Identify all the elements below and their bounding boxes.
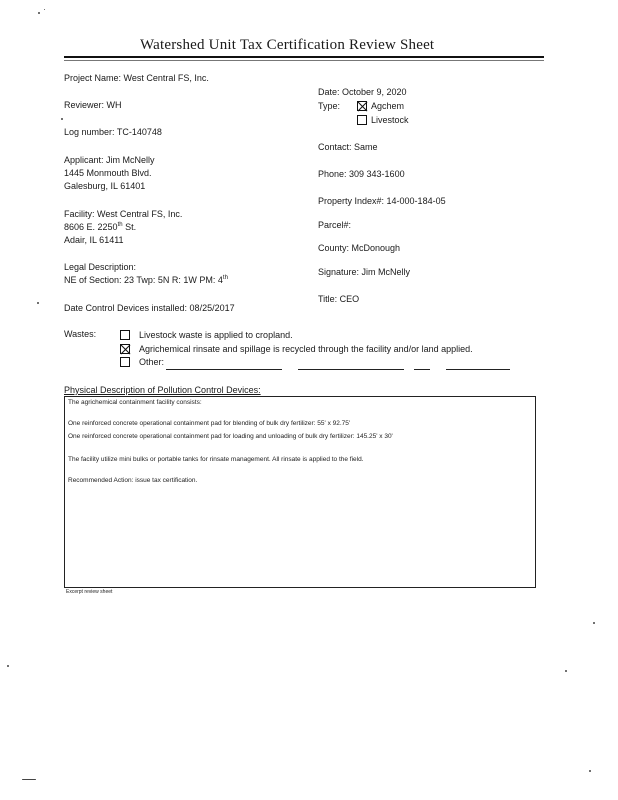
scan-speck [44, 9, 45, 10]
signature: Signature: Jim McNelly [318, 267, 411, 277]
type-livestock-label: Livestock [371, 115, 409, 125]
type-agchem-checkbox[interactable] [357, 101, 367, 111]
physical-description-box [64, 396, 536, 588]
signer-title: Title: CEO [318, 294, 360, 304]
scan-speck [61, 118, 63, 120]
scan-speck [7, 665, 9, 667]
waste-livestock-checkbox[interactable] [120, 330, 130, 340]
waste-agrichemical-label: Agrichemical rinsate and spillage is recycled through the facility and/or land applied. [139, 344, 473, 354]
scan-speck [593, 622, 595, 624]
description-line: The facility utilize mini bulks or portable tanks for rinsate management. All rinsate is applied to the field. [68, 456, 364, 463]
physical-heading: Physical Description of Pollution Control Devices: [64, 385, 261, 395]
type-agchem-label: Agchem [371, 101, 405, 111]
contact: Contact: Same [318, 142, 378, 152]
review-date: Date: October 9, 2020 [318, 87, 407, 97]
description-line: The agrichemical containment facility consists: [68, 399, 202, 406]
wastes-label: Wastes: [64, 329, 97, 339]
scan-speck [565, 670, 567, 672]
footer-note: Excerpt review sheet [66, 589, 113, 595]
other-blank-3 [414, 369, 430, 370]
phone: Phone: 309 343-1600 [318, 169, 405, 179]
other-blank-4 [446, 369, 510, 370]
waste-agrichemical-checkbox[interactable] [120, 344, 130, 354]
applicant-address: 1445 Monmouth Blvd. [64, 168, 152, 178]
description-line: Recommended Action: issue tax certification. [68, 477, 198, 484]
description-line: One reinforced concrete operational containment pad for blending of bulk dry fertilizer: 55' x 92.75' [68, 420, 351, 427]
scan-speck [589, 770, 591, 772]
legal-label: Legal Description: [64, 262, 137, 272]
applicant-city: Galesburg, IL 61401 [64, 181, 146, 191]
scan-speck [22, 779, 36, 780]
description-line: One reinforced concrete operational containment pad for loading and unloading of bulk dry fertilizer: 145.25' x 30' [68, 433, 393, 440]
date-installed: Date Control Devices installed: 08/25/2017 [64, 303, 235, 313]
project-name: Project Name: West Central FS, Inc. [64, 73, 209, 83]
scan-speck [37, 302, 39, 304]
applicant-name: Applicant: Jim McNelly [64, 155, 155, 165]
type-label: Type: [318, 101, 341, 111]
facility-name: Facility: West Central FS, Inc. [64, 209, 183, 219]
title-rule [64, 56, 544, 58]
county: County: McDonough [318, 243, 401, 253]
scan-speck [38, 12, 40, 14]
other-blank-1 [166, 369, 282, 370]
reviewer: Reviewer: WH [64, 100, 122, 110]
property-index: Property Index#: 14-000-184-05 [318, 196, 446, 206]
waste-other-checkbox[interactable] [120, 357, 130, 367]
title-rule-thin [64, 60, 544, 61]
other-blank-2 [298, 369, 404, 370]
facility-address: 8606 E. 2250th St. [64, 222, 137, 232]
type-livestock-checkbox[interactable] [357, 115, 367, 125]
facility-city: Adair, IL 61411 [64, 235, 124, 245]
parcel: Parcel#: [318, 220, 352, 230]
waste-livestock-label: Livestock waste is applied to cropland. [139, 330, 293, 340]
log-number: Log number: TC-140748 [64, 127, 162, 137]
page-title: Watershed Unit Tax Certification Review Sheet [140, 37, 435, 53]
legal-description: NE of Section: 23 Twp: 5N R: 1W PM: 4th [64, 275, 228, 285]
waste-other-label: Other: [139, 357, 165, 367]
